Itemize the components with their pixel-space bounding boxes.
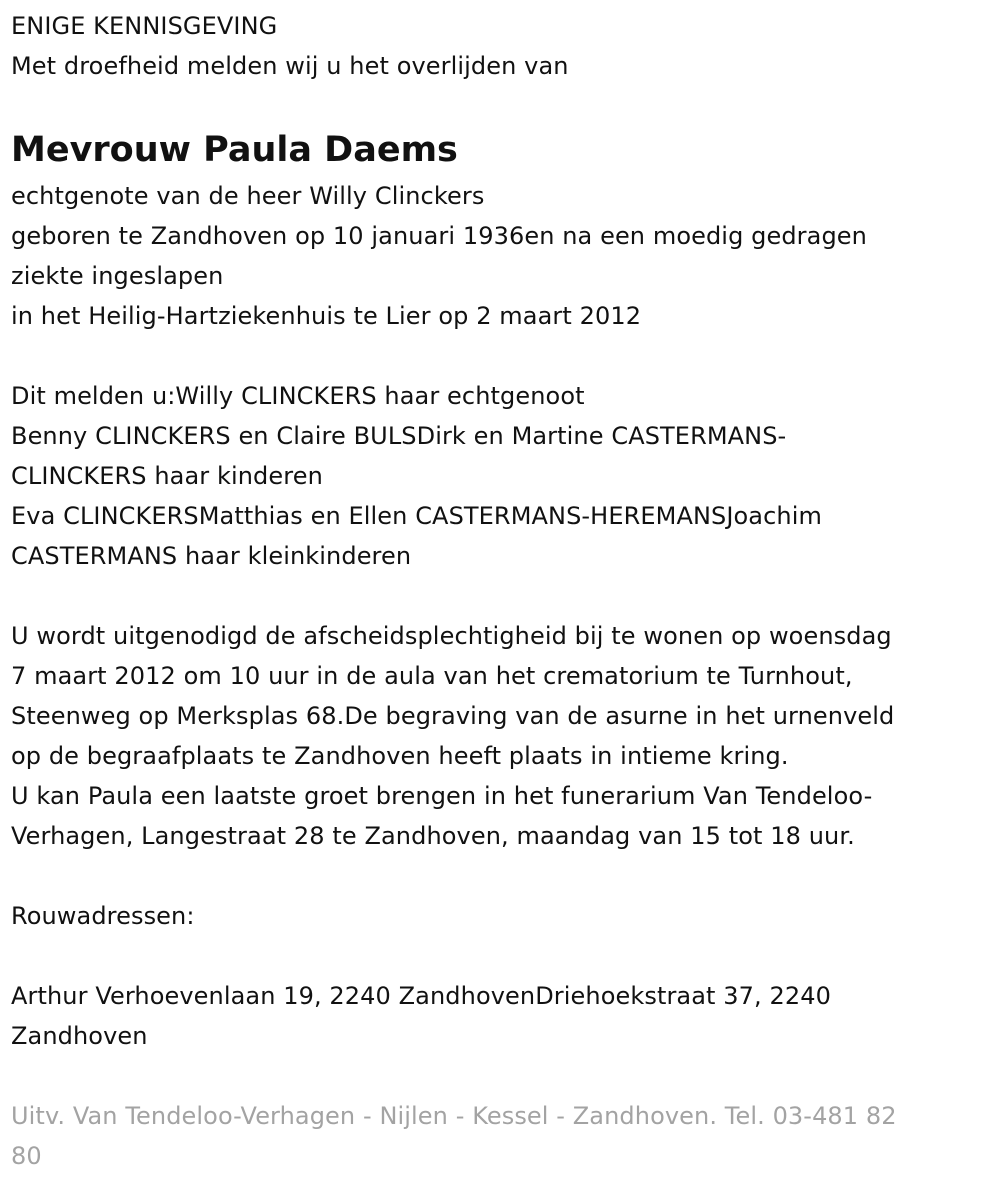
family-line: Eva CLINCKERSMatthias en Ellen CASTERMANS-HEREMANSJoachim [11,502,822,530]
ceremony-line: U kan Paula een laatste groet brengen in het funerarium Van Tendeloo- [11,782,873,810]
addresses-section [11,976,989,1056]
family-line: Benny CLINCKERS en Claire BULSDirk en Martine CASTERMANS- [11,422,787,450]
spacer [11,856,989,896]
details-line: ziekte ingeslapen [11,262,224,290]
ceremony-line: U wordt uitgenodigd de afscheidsplechtigheid bij te wonen op woensdag [11,622,892,650]
deceased-details [11,176,989,336]
ceremony-line: op de begraafplaats te Zandhoven heeft plaats in intieme kring. [11,742,789,770]
ceremony-section [11,616,989,856]
family-line: CLINCKERS haar kinderen [11,462,323,490]
ceremony-line: Verhagen, Langestraat 28 te Zandhoven, maandag van 15 tot 18 uur. [11,822,855,850]
details-line: in het Heilig-Hartziekenhuis te Lier op 2 maart 2012 [11,302,642,330]
spacer [11,1056,989,1096]
spacer [11,936,989,976]
spacer [11,576,989,616]
deceased-name: Mevrouw Paula Daems [11,130,458,170]
details-line: geboren te Zandhoven op 10 januari 1936en na een moedig gedragen [11,222,867,250]
address-line: Zandhoven [11,1022,148,1050]
address-line: Arthur Verhoevenlaan 19, 2240 ZandhovenDriehoekstraat 37, 2240 [11,982,831,1010]
spacer [11,336,989,376]
notice-intro: Met droefheid melden wij u het overlijden van [11,52,569,80]
undertaker-footer [11,1096,989,1176]
footer-line: Uitv. Van Tendeloo-Verhagen - Nijlen - Kessel - Zandhoven. Tel. 03-481 82 [11,1102,897,1130]
ceremony-line: Steenweg op Merksplas 68.De begraving van de asurne in het urnenveld [11,702,895,730]
ceremony-line: 7 maart 2012 om 10 uur in de aula van het crematorium te Turnhout, [11,662,853,690]
addresses-label: Rouwadressen: [11,902,195,930]
notice-header: ENIGE KENNISGEVING [11,12,278,40]
family-section [11,376,989,576]
family-line: Dit melden u:Willy CLINCKERS haar echtgenoot [11,382,585,410]
footer-line: 80 [11,1142,42,1170]
family-line: CASTERMANS haar kleinkinderen [11,542,412,570]
details-line: echtgenote van de heer Willy Clinckers [11,182,485,210]
